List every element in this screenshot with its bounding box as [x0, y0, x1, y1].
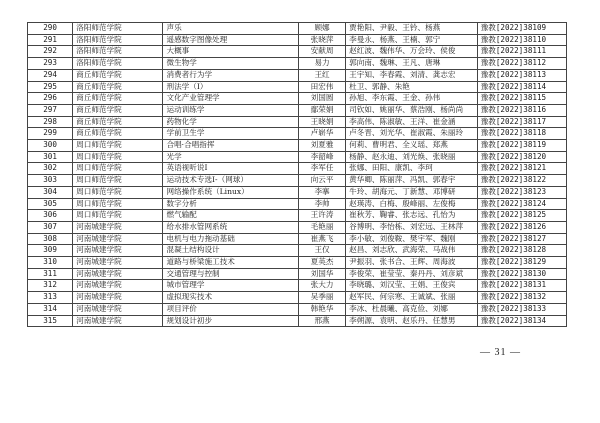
row-number: 310 — [28, 257, 73, 269]
approval-code: 豫教[2022]38117 — [477, 116, 566, 128]
course-leader: 张晓萍 — [298, 34, 345, 46]
course-leader: 李军任 — [298, 163, 345, 175]
school-name: 商丘师范学院 — [73, 93, 163, 105]
team-members: 李高伟、陈淑敏、王洋、崔金涵 — [346, 116, 477, 128]
course-leader: 安献周 — [298, 46, 345, 58]
row-number: 308 — [28, 233, 73, 245]
course-leader: 吴季丽 — [298, 292, 345, 304]
table-row — [28, 245, 567, 257]
row-number: 294 — [28, 69, 73, 81]
approval-code: 豫教[2022]38112 — [477, 58, 566, 70]
course-name: 学前卫生学 — [163, 128, 299, 140]
approval-code: 豫教[2022]38109 — [477, 23, 566, 35]
team-members: 何莉、曹明君、全义瑶、郑燕 — [346, 140, 477, 152]
table-row — [28, 198, 567, 210]
team-members: 尹振羽、张书合、王辉、周海波 — [346, 257, 477, 269]
table-row — [28, 233, 567, 245]
course-name: 给水排水管网系统 — [163, 221, 299, 233]
course-leader: 田宏伟 — [298, 81, 345, 93]
school-name: 周口师范学院 — [73, 140, 163, 152]
course-leader: 王晓娟 — [298, 116, 345, 128]
school-name: 河南城建学院 — [73, 221, 163, 233]
row-number: 303 — [28, 175, 73, 187]
course-leader: 顾娜 — [298, 23, 345, 35]
team-members: 牛玲、胡海元、丁新慧、邓博研 — [346, 186, 477, 198]
course-roster-table — [27, 22, 567, 327]
table-row — [28, 116, 567, 128]
approval-code: 豫教[2022]38127 — [477, 233, 566, 245]
course-name: 混凝土结构设计 — [163, 245, 299, 257]
row-number: 304 — [28, 186, 73, 198]
course-leader: 鄢荣娟 — [298, 104, 345, 116]
approval-code: 豫教[2022]38134 — [477, 315, 566, 327]
course-leader: 王许涛 — [298, 210, 345, 222]
row-number: 314 — [28, 303, 73, 315]
row-number: 291 — [28, 34, 73, 46]
team-members: 赵红波、魏伟华、万会玲、侯俊 — [346, 46, 477, 58]
approval-code: 豫教[2022]38124 — [477, 198, 566, 210]
approval-code: 豫教[2022]38129 — [477, 257, 566, 269]
course-leader: 张大力 — [298, 280, 345, 292]
course-name: 电机与电力拖动基础 — [163, 233, 299, 245]
row-number: 299 — [28, 128, 73, 140]
team-members: 黄华卿、陈丽萍、冯凯、郭春宇 — [346, 175, 477, 187]
table-row — [28, 128, 567, 140]
table-row — [28, 257, 567, 269]
school-name: 河南城建学院 — [73, 268, 163, 280]
course-name: 虚拟现实技术 — [163, 292, 299, 304]
table-row — [28, 81, 567, 93]
approval-code: 豫教[2022]38122 — [477, 175, 566, 187]
table-row — [28, 163, 567, 175]
team-members: 谷博明、李怡栋、刘宏远、王林萍 — [346, 221, 477, 233]
row-number: 297 — [28, 104, 73, 116]
school-name: 洛阳师范学院 — [73, 46, 163, 58]
school-name: 河南城建学院 — [73, 292, 163, 304]
approval-code: 豫教[2022]38130 — [477, 268, 566, 280]
table-row — [28, 303, 567, 315]
school-name: 商丘师范学院 — [73, 116, 163, 128]
approval-code: 豫教[2022]38132 — [477, 292, 566, 304]
row-number: 292 — [28, 46, 73, 58]
table-row — [28, 58, 567, 70]
approval-code: 豫教[2022]38114 — [477, 81, 566, 93]
table-row — [28, 46, 567, 58]
school-name: 周口师范学院 — [73, 186, 163, 198]
course-name: 遥感数字图像处理 — [163, 34, 299, 46]
page-number: — 31 — — [480, 347, 521, 358]
approval-code: 豫教[2022]38110 — [477, 34, 566, 46]
course-leader: 崔燕飞 — [298, 233, 345, 245]
course-name: 药物化学 — [163, 116, 299, 128]
course-leader: 卢崭华 — [298, 128, 345, 140]
team-members: 司钦如、姚丽华、蔡浩刚、杨尚尚 — [346, 104, 477, 116]
table-row — [28, 151, 567, 163]
course-name: 消费者行为学 — [163, 69, 299, 81]
row-number: 296 — [28, 93, 73, 105]
row-number: 290 — [28, 23, 73, 35]
course-leader: 韩艳华 — [298, 303, 345, 315]
course-leader: 夏英杰 — [298, 257, 345, 269]
team-members: 张娜、田阳、康凯、李珂 — [346, 163, 477, 175]
course-leader: 毛艳丽 — [298, 221, 345, 233]
row-number: 302 — [28, 163, 73, 175]
school-name: 河南城建学院 — [73, 257, 163, 269]
team-members: 郭向南、魏琳、王凡、唐琳 — [346, 58, 477, 70]
course-name: 数字分析 — [163, 198, 299, 210]
school-name: 周口师范学院 — [73, 163, 163, 175]
course-name: 城市管理学 — [163, 280, 299, 292]
school-name: 河南城建学院 — [73, 303, 163, 315]
course-leader: 易力 — [298, 58, 345, 70]
row-number: 301 — [28, 151, 73, 163]
course-leader: 刘国圆 — [298, 93, 345, 105]
course-leader: 刘国华 — [298, 268, 345, 280]
row-number: 300 — [28, 140, 73, 152]
team-members: 杜卫、郭静、朱艳 — [346, 81, 477, 93]
approval-code: 豫教[2022]38111 — [477, 46, 566, 58]
approval-code: 豫教[2022]38116 — [477, 104, 566, 116]
course-name: 网络操作系统（Linux） — [163, 186, 299, 198]
row-number: 293 — [28, 58, 73, 70]
row-number: 312 — [28, 280, 73, 292]
table-row — [28, 221, 567, 233]
course-name: 大概事 — [163, 46, 299, 58]
team-members: 杨静、赵永迪、刘光焕、张晓丽 — [346, 151, 477, 163]
school-name: 河南城建学院 — [73, 315, 163, 327]
team-members: 卢冬晋、刘光华、崔淑霞、朱丽玲 — [346, 128, 477, 140]
table-row — [28, 34, 567, 46]
school-name: 洛阳师范学院 — [73, 34, 163, 46]
school-name: 周口师范学院 — [73, 151, 163, 163]
team-members: 孙旭、李东霞、王金、孙伟 — [346, 93, 477, 105]
team-members: 李晓璐、刘汉莹、王娟、王俊宾 — [346, 280, 477, 292]
course-name: 交通管理与控制 — [163, 268, 299, 280]
table-row — [28, 140, 567, 152]
table-row — [28, 315, 567, 327]
course-leader: 李搴 — [298, 186, 345, 198]
course-leader: 刘夏雅 — [298, 140, 345, 152]
approval-code: 豫教[2022]38113 — [477, 69, 566, 81]
course-name: 刑法学（I） — [163, 81, 299, 93]
course-leader: 王仅 — [298, 245, 345, 257]
course-name: 运动技术专选Ⅰ-（网球） — [163, 175, 299, 187]
table-body — [28, 23, 567, 327]
school-name: 商丘师范学院 — [73, 81, 163, 93]
course-name: 规划设计初步 — [163, 315, 299, 327]
approval-code: 豫教[2022]38115 — [477, 93, 566, 105]
row-number: 306 — [28, 210, 73, 222]
course-table-sheet — [27, 22, 567, 327]
school-name: 河南城建学院 — [73, 245, 163, 257]
row-number: 315 — [28, 315, 73, 327]
course-leader: 李韶峰 — [298, 151, 345, 163]
team-members: 李朔源、袁明、赵乐丹、任慧男 — [346, 315, 477, 327]
table-row — [28, 175, 567, 187]
course-name: 运动训练学 — [163, 104, 299, 116]
course-name: 声乐 — [163, 23, 299, 35]
approval-code: 豫教[2022]38119 — [477, 140, 566, 152]
approval-code: 豫教[2022]38133 — [477, 303, 566, 315]
school-name: 洛阳师范学院 — [73, 58, 163, 70]
course-name: 项目评价 — [163, 303, 299, 315]
table-row — [28, 104, 567, 116]
course-name: 微生物学 — [163, 58, 299, 70]
team-members: 李俊荣、崔莹莹、秦丹丹、刘彦斌 — [346, 268, 477, 280]
table-row — [28, 93, 567, 105]
course-leader: 王红 — [298, 69, 345, 81]
course-name: 光学 — [163, 151, 299, 163]
school-name: 周口师范学院 — [73, 175, 163, 187]
school-name: 周口师范学院 — [73, 198, 163, 210]
approval-code: 豫教[2022]38131 — [477, 280, 566, 292]
row-number: 313 — [28, 292, 73, 304]
course-leader: 向云平 — [298, 175, 345, 187]
team-members: 赵瑛涛、白梅、殷峰丽、左俊梅 — [346, 198, 477, 210]
approval-code: 豫教[2022]38118 — [477, 128, 566, 140]
school-name: 河南城建学院 — [73, 280, 163, 292]
table-row — [28, 280, 567, 292]
team-members: 李小敏、刘俊鞍、樊宇军、魏刚 — [346, 233, 477, 245]
table-row — [28, 292, 567, 304]
course-name: 燃气输配 — [163, 210, 299, 222]
team-members: 贾艳阳、尹毅、王钤、杨燕 — [346, 23, 477, 35]
approval-code: 豫教[2022]38128 — [477, 245, 566, 257]
team-members: 赵昌、刘志欣、武海荣、马战伟 — [346, 245, 477, 257]
table-row — [28, 210, 567, 222]
school-name: 商丘师范学院 — [73, 128, 163, 140]
school-name: 周口师范学院 — [73, 210, 163, 222]
team-members: 崔秋芳、鞠睿、张志远、孔怡为 — [346, 210, 477, 222]
table-row — [28, 23, 567, 35]
course-name: 文化产业管理学 — [163, 93, 299, 105]
team-members: 赵军民、何宗寒、王诚斌、张丽 — [346, 292, 477, 304]
approval-code: 豫教[2022]38120 — [477, 151, 566, 163]
approval-code: 豫教[2022]38123 — [477, 186, 566, 198]
course-leader: 邢燕 — [298, 315, 345, 327]
school-name: 河南城建学院 — [73, 233, 163, 245]
approval-code: 豫教[2022]38125 — [477, 210, 566, 222]
table-row — [28, 186, 567, 198]
row-number: 311 — [28, 268, 73, 280]
school-name: 商丘师范学院 — [73, 104, 163, 116]
approval-code: 豫教[2022]38121 — [477, 163, 566, 175]
course-name: 英语视听说Ⅰ — [163, 163, 299, 175]
approval-code: 豫教[2022]38126 — [477, 221, 566, 233]
course-leader: 李帅 — [298, 198, 345, 210]
team-members: 李冰、杜晨曦、高克俭、刘娜 — [346, 303, 477, 315]
course-name: 道路与桥梁施工技术 — [163, 257, 299, 269]
row-number: 307 — [28, 221, 73, 233]
table-row — [28, 268, 567, 280]
row-number: 295 — [28, 81, 73, 93]
row-number: 305 — [28, 198, 73, 210]
table-row — [28, 69, 567, 81]
team-members: 王宇知、李春霞、刘清、龚志宏 — [346, 69, 477, 81]
row-number: 309 — [28, 245, 73, 257]
school-name: 洛阳师范学院 — [73, 23, 163, 35]
school-name: 商丘师范学院 — [73, 69, 163, 81]
team-members: 李曼永、杨燕、王楠、郭宁 — [346, 34, 477, 46]
course-name: 合唱·合唱指挥 — [163, 140, 299, 152]
row-number: 298 — [28, 116, 73, 128]
